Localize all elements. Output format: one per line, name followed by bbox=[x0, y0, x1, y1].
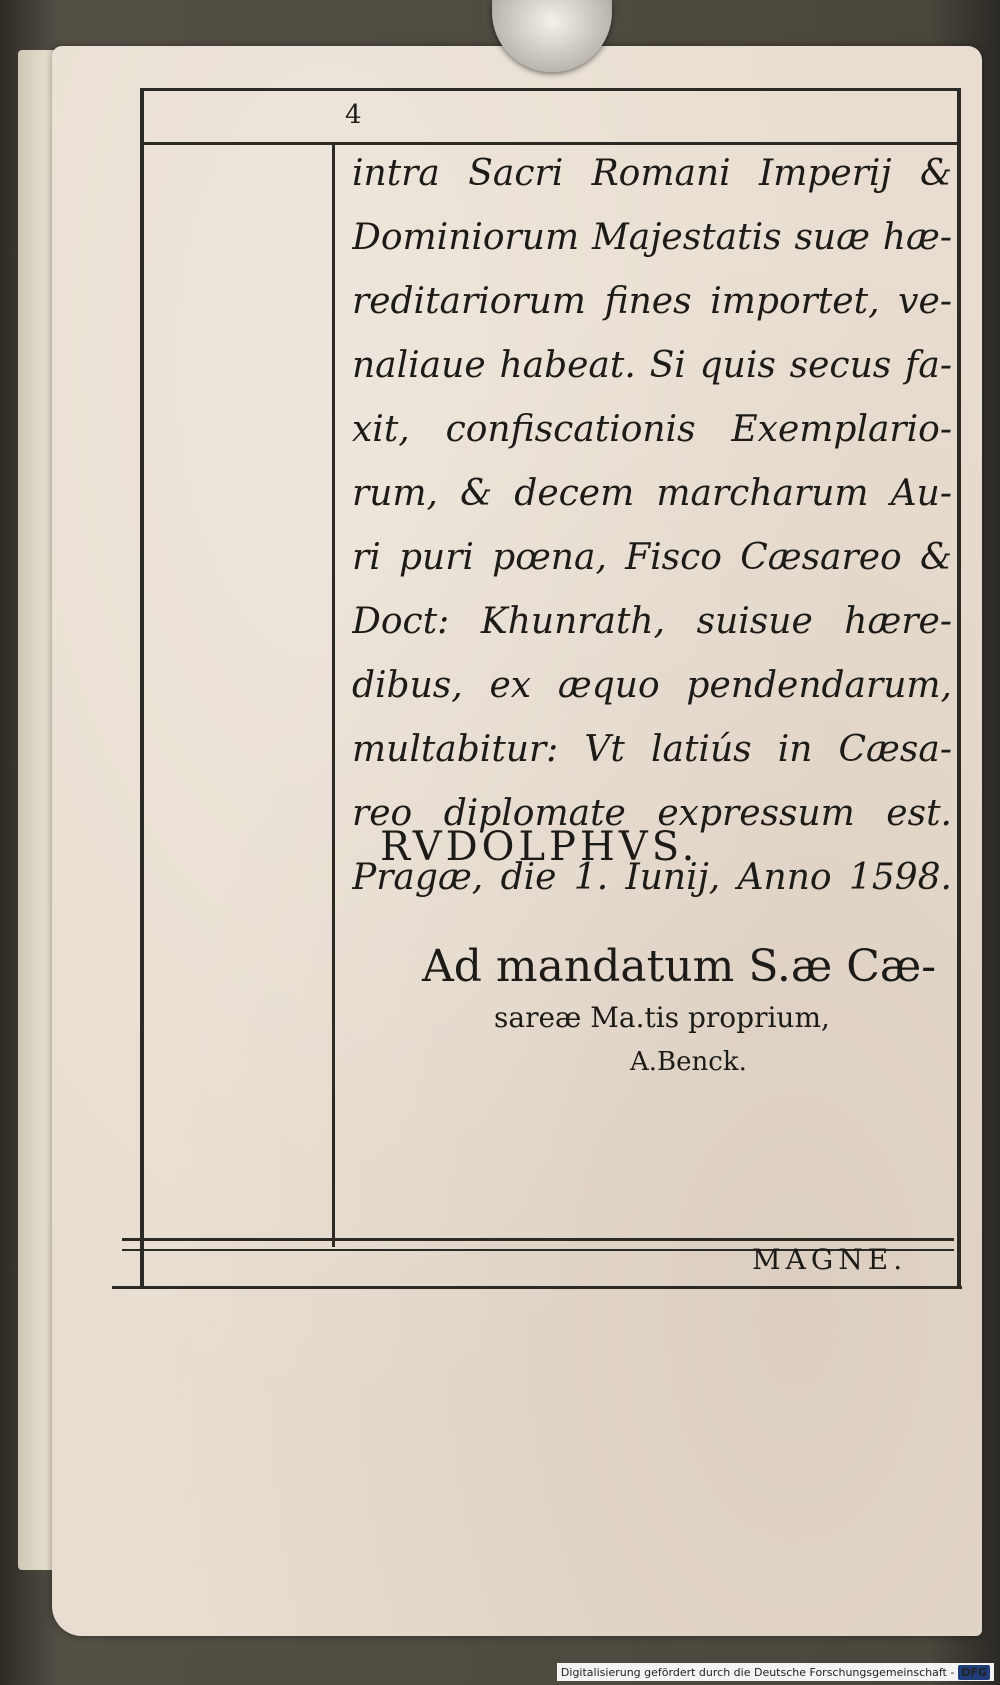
catchword: MAGNE. bbox=[752, 1243, 908, 1276]
frame-rule-right bbox=[957, 88, 961, 1288]
signature: RVDOLPHVS. bbox=[380, 824, 699, 870]
text-line: intra Sacri Romani Imperij & bbox=[352, 153, 952, 194]
frame-rule-bottom bbox=[122, 1238, 954, 1241]
frame-rule-left bbox=[140, 88, 144, 1288]
text-line: multabitur: Vt latiús in Cæsa- bbox=[352, 729, 952, 770]
mandate-line: sareæ Ma.tis proprium, bbox=[494, 1001, 830, 1034]
body-text bbox=[352, 142, 952, 910]
text-line: Dominiorum Majestatis suæ hæ- bbox=[352, 217, 952, 258]
text-line: reo diplomate expressum est. bbox=[352, 793, 952, 834]
text-line: dibus, ex æquo pendendarum, bbox=[352, 665, 952, 706]
frame-rule-footer bbox=[112, 1286, 962, 1289]
text-line: Doct: Khunrath, suisue hære- bbox=[352, 601, 952, 642]
mandate-line: A.Benck. bbox=[630, 1047, 747, 1077]
digitization-credit bbox=[557, 1663, 994, 1681]
mandate-block bbox=[422, 938, 962, 1084]
credit-text: Digitalisierung gefördert durch die Deutsche Forschungsgemeinschaft - bbox=[560, 1665, 955, 1679]
text-line: xit, confiscationis Exemplario- bbox=[352, 409, 952, 450]
text-line: ri puri pœna, Fisco Cæsareo & bbox=[352, 537, 952, 578]
text-line: naliaue habeat. Si quis secus fa- bbox=[352, 345, 952, 386]
frame-rule-top bbox=[144, 88, 959, 91]
mandate-line: Ad mandatum S.æ Cæ- bbox=[422, 941, 937, 992]
text-line: rum, & decem marcharum Au- bbox=[352, 473, 952, 514]
text-line: reditariorum fines importet, ve- bbox=[352, 281, 952, 322]
page-number: 4 bbox=[345, 100, 362, 130]
text-line: Pragæ, die 1. Iunij, Anno 1598. bbox=[352, 857, 952, 898]
dfg-logo-icon: DFG bbox=[958, 1665, 990, 1680]
margin-divider-rule bbox=[332, 142, 335, 1247]
book-page bbox=[52, 46, 982, 1636]
